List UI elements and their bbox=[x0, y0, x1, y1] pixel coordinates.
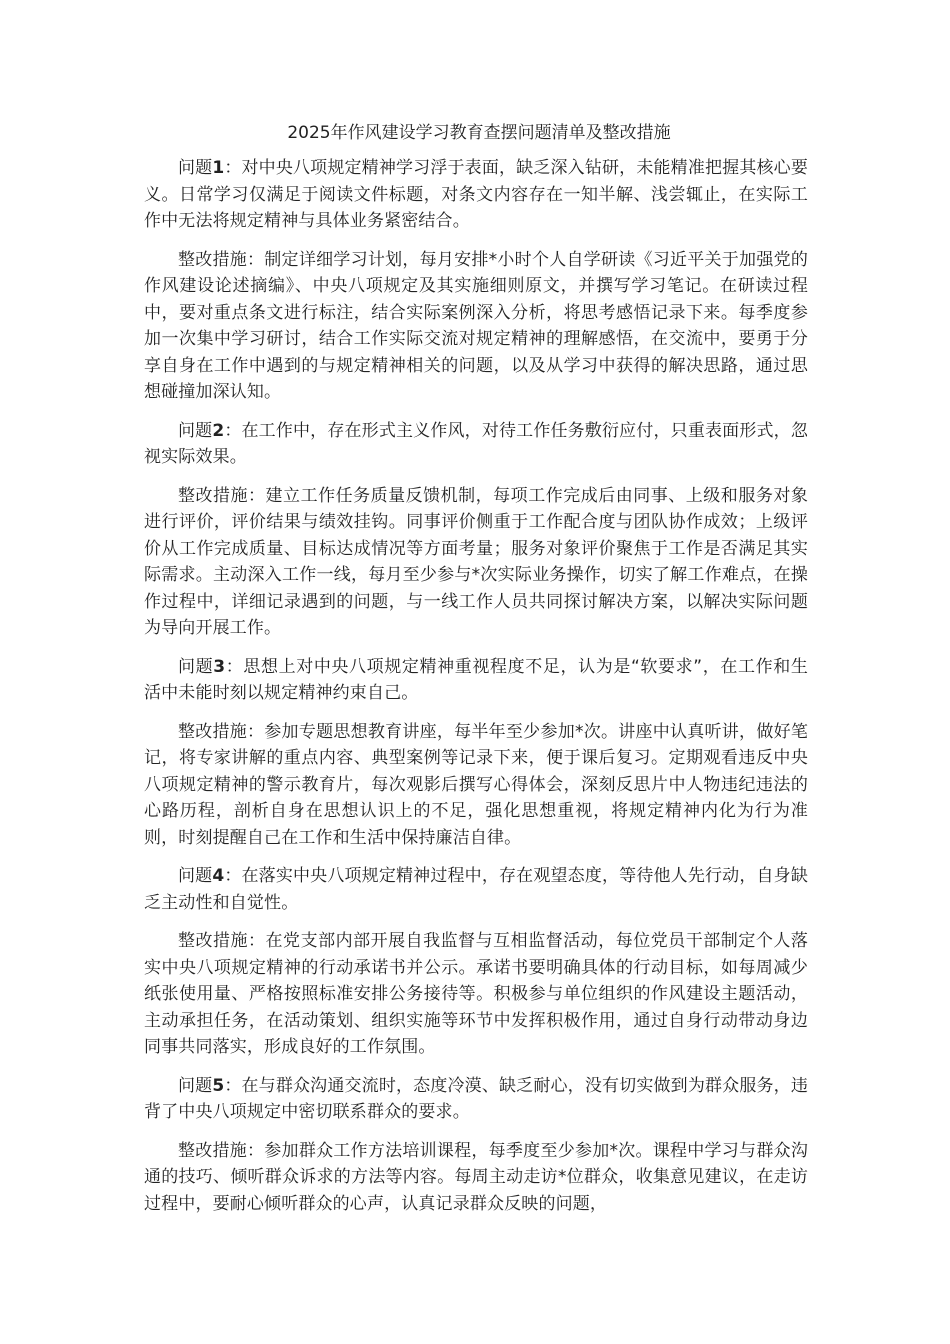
problem-label: 问题 bbox=[178, 866, 213, 886]
problem-number: 5 bbox=[212, 1075, 225, 1096]
problem-label: 问题 bbox=[178, 1075, 213, 1096]
measure-paragraph-4: 整改措施：在党支部内部开展自我监督与互相监督活动，每位党员干部制定个人落实中央八项规定精神的行动承诺书并公示。承诺书要明确具体的行动目标，如每周减少纸张使用量、严格按照标准安排公务接待等。积极参与单位组织的作风建设主题活动，主动承担任务，在活动策划、组织实施等环节中发挥积极作用，通过自身行动带动身边同事共同落实，形成良好的工作氛围。 bbox=[144, 931, 808, 1057]
problem-paragraph-3 bbox=[144, 654, 808, 707]
problem-paragraph-5 bbox=[144, 1073, 808, 1126]
problem-label: 问题 bbox=[178, 158, 213, 178]
problem-text: ：在落实中央八项规定精神过程中，存在观望态度，等待他人先行动，自身缺乏主动性和自觉性。 bbox=[144, 866, 808, 913]
problem-paragraph-4 bbox=[144, 863, 808, 916]
problem-label: 问题 bbox=[178, 656, 214, 677]
measure-paragraph-1: 整改措施：制定详细学习计划，每月安排*小时个人自学研读《习近平关于加强党的作风建设论述摘编》、中央八项规定及其实施细则原文，并撰写学习笔记。在研读过程中，要对重点条文进行标注，结合实际案例深入分析，将思考感悟记录下来。每季度参加一次集中学习研讨，结合工作实际交流对规定精神的理解感悟，在交流中，要勇于分享自身在工作中遇到的与规定精神相关的问题，以及从学习中获得的解决思路，通过思想碰撞加深认知。 bbox=[144, 249, 808, 402]
problem-number: 2 bbox=[212, 420, 225, 441]
document-title: 2025年作风建设学习教育查摆问题清单及整改措施 bbox=[287, 123, 671, 143]
document-page bbox=[144, 118, 808, 1229]
problem-paragraph-2 bbox=[144, 418, 808, 471]
measure-paragraph-2: 整改措施：建立工作任务质量反馈机制，每项工作完成后由同事、上级和服务对象进行评价，评价结果与绩效挂钩。同事评价侧重于工作配合度与团队协作成效；上级评价从工作完成质量、目标达成情况等方面考量；服务对象评价聚焦于工作是否满足其实际需求。主动深入工作一线，每月至少参与*次实际业务操作，切实了解工作难点，在操作过程中，详细记录遇到的问题，与一线工作人员共同探讨解决方案，以解决实际问题为导向开展工作。 bbox=[144, 485, 808, 638]
problem-number: 4 bbox=[212, 866, 225, 886]
problem-number: 3 bbox=[213, 656, 226, 677]
problem-label: 问题 bbox=[178, 420, 213, 441]
problem-text: ：思想上对中央八项规定精神重视程度不足，认为是“软要求”，在工作和生活中未能时刻以规定精神约束自己。 bbox=[144, 656, 808, 703]
problem-text: ：在与群众沟通交流时，态度冷漠、缺乏耐心，没有切实做到为群众服务，违背了中央八项规定中密切联系群众的要求。 bbox=[144, 1075, 808, 1122]
problem-paragraph-1 bbox=[144, 155, 808, 235]
measure-paragraph-5: 整改措施：参加群众工作方法培训课程，每季度至少参加*次。课程中学习与群众沟通的技巧、倾听群众诉求的方法等内容。每周主动走访*位群众，收集意见建议，在走访过程中，要耐心倾听群众的心声，认真记录群众反映的问题， bbox=[144, 1140, 808, 1214]
measure-paragraph-3: 整改措施：参加专题思想教育讲座，每半年至少参加*次。讲座中认真听讲，做好笔记，将专家讲解的重点内容、典型案例等记录下来，便于课后复习。定期观看违反中央八项规定精神的警示教育片，每次观影后撰写心得体会，深刻反思片中人物违纪违法的心路历程，剖析自身在思想认识上的不足，强化思想重视，将规定精神内化为行为准则，时刻提醒自己在工作和生活中保持廉洁自律。 bbox=[144, 721, 808, 848]
problem-text: ：在工作中，存在形式主义作风，对待工作任务敷衍应付，只重表面形式，忽视实际效果。 bbox=[144, 420, 808, 467]
problem-text: ：对中央八项规定精神学习浮于表面，缺乏深入钻研，未能精准把握其核心要义。日常学习仅满足于阅读文件标题，对条文内容存在一知半解、浅尝辄止，在实际工作中无法将规定精神与具体业务紧密结合。 bbox=[144, 158, 808, 231]
problem-number: 1 bbox=[212, 158, 225, 178]
